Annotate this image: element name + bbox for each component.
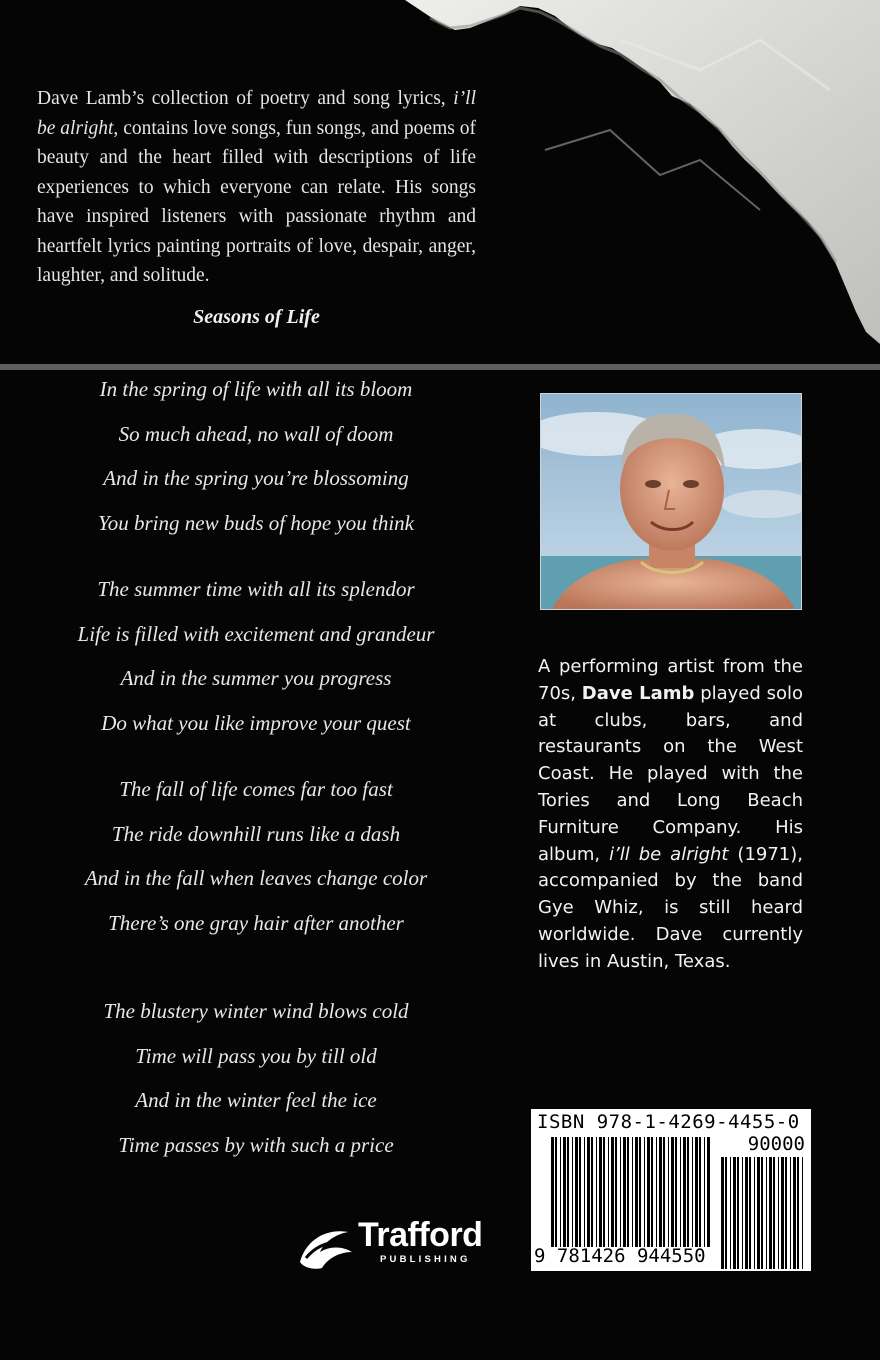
poem-line: The blustery winter wind blows cold <box>103 999 409 1023</box>
author-photo <box>540 393 802 610</box>
publisher-tagline: PUBLISHING <box>380 1254 471 1265</box>
isbn-label: ISBN 978-1-4269-4455-0 <box>537 1111 800 1133</box>
blurb-text-start: Dave Lamb’s collection of poetry and song lyrics, <box>37 88 454 109</box>
stanza-spring <box>40 372 472 550</box>
section-divider <box>0 364 880 370</box>
bio-text-middle: played solo at clubs, bars, and restaurants on the West Coast. He played with the Tories and Long Beach Furniture Company. His album, <box>538 682 803 865</box>
blurb-book-title: i’ll be alright <box>37 88 476 139</box>
poem-line: The ride downhill runs like a dash <box>111 821 401 846</box>
book-description <box>37 84 476 291</box>
publisher-logo <box>296 1216 518 1272</box>
poem-line: Do what you like improve your quest <box>101 710 411 735</box>
blurb-text-end: , contains love songs, fun songs, and poems of beauty and the heart filled with descriptions of life experiences to which everyone can relate. His songs have inspired listeners with passionate rhythm and heartfelt lyrics painting portraits of love, despair, anger, laughter, and solitude. <box>37 117 476 286</box>
poem-line: And in the fall when leaves change color <box>84 866 428 890</box>
author-bio <box>538 654 803 976</box>
barcode-digits: 9 781426 944550 <box>534 1245 706 1267</box>
stanza-winter <box>40 994 472 1172</box>
poem-line: Life is filled with excitement and grandeur <box>77 621 435 646</box>
poem-line: And in the summer you progress <box>120 666 392 690</box>
poem-line: There’s one gray hair after another <box>108 910 404 935</box>
wave-icon <box>296 1222 356 1272</box>
poem-line: The summer time with all its splendor <box>97 577 415 601</box>
poem-body <box>40 372 472 1172</box>
poem-line: The fall of life comes far too fast <box>119 777 393 801</box>
author-name: Dave Lamb <box>581 682 695 704</box>
bio-text-start: A performing artist from the 70s, <box>538 656 803 704</box>
price-code: 90000 <box>747 1133 805 1155</box>
poem-line: In the spring of life with all its bloom <box>99 377 413 401</box>
stanza-fall <box>40 772 472 950</box>
publisher-name: Trafford <box>358 1216 483 1254</box>
poem-line: And in the winter feel the ice <box>135 1088 377 1112</box>
isbn-barcode <box>531 1109 811 1271</box>
bio-text-end: (1971), accompanied by the band Gye Whiz, is still heard worldwide. Dave currently lives in Austin, Texas. <box>538 843 803 972</box>
poem-line: Time passes by with such a price <box>118 1132 394 1157</box>
poem-line: Time will pass you by till old <box>135 1043 377 1068</box>
poem-line: You bring new buds of hope you think <box>98 510 414 535</box>
poem-title: Seasons of Life <box>193 306 320 328</box>
poem-line: And in the spring you’re blossoming <box>103 466 409 490</box>
album-title: i’ll be alright <box>609 843 729 865</box>
poem-line: So much ahead, no wall of doom <box>118 421 394 446</box>
stanza-summer <box>40 572 472 750</box>
